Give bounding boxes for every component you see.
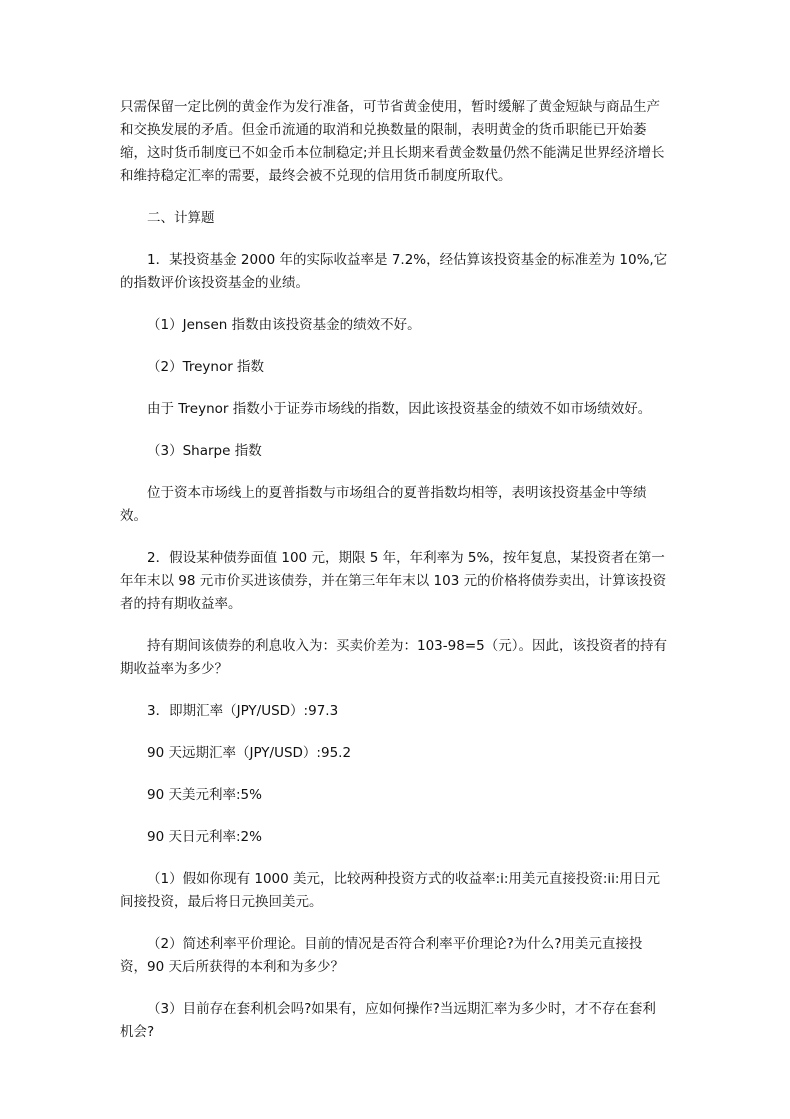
question-3-forward-rate: 90 天远期汇率（JPY/USD）:95.2 xyxy=(147,745,352,761)
document-body xyxy=(120,96,668,1044)
section-title: 二、计算题 xyxy=(147,210,215,226)
question-3-sub-1: （1）假如你现有 1000 美元，比较两种投资方式的收益率:i:用美元直接投资:ii:用日元间接投资，最后将日元换回美元。 xyxy=(120,871,660,910)
question-2: 2．假设某种债券面值 100 元，期限 5 年，年利率为 5%，按年复息，某投资者在第一年年末以 98 元市价买进该债券，并在第三年年末以 103 元的价格将债券卖出，计算该投资者的持有期收益率。 xyxy=(120,550,667,612)
question-1-item-treynor: （2）Treynor 指数 xyxy=(147,359,265,375)
question-3-spot-rate: 3．即期汇率（JPY/USD）:97.3 xyxy=(147,703,339,719)
question-1-treynor-explanation: 由于 Treynor 指数小于证券市场线的指数，因此该投资基金的绩效不如市场绩效好。 xyxy=(147,401,652,417)
question-1: 1．某投资基金 2000 年的实际收益率是 7.2%，经估算该投资基金的标准差为 10%,它的指数评价该投资基金的业绩。 xyxy=(120,252,668,291)
intro-paragraph: 只需保留一定比例的黄金作为发行准备，可节省黄金使用，暂时缓解了黄金短缺与商品生产和交换发展的矛盾。但金币流通的取消和兑换数量的限制，表明黄金的货币职能已开始萎缩，这时货币制度已不如金币本位制稳定;并且长期来看黄金数量仍然不能满足世界经济增长和维持稳定汇率的需要，最终会被不兑现的信用货币制度所取代。 xyxy=(120,99,665,184)
question-1-item-jensen: （1）Jensen 指数由该投资基金的绩效不好。 xyxy=(147,317,421,333)
question-1-sharpe-explanation: 位于资本市场线上的夏普指数与市场组合的夏普指数均相等，表明该投资基金中等绩效。 xyxy=(120,485,647,524)
question-2-answer: 持有期间该债券的利息收入为：买卖价差为：103-98=5（元）。因此，该投资者的持有期收益率为多少？ xyxy=(120,638,667,677)
question-3-sub-2: （2）简述利率平价理论。目前的情况是否符合利率平价理论?为什么?用美元直接投资，90 天后所获得的本利和为多少？ xyxy=(120,936,643,975)
question-3-jpy-rate: 90 天日元利率:2% xyxy=(147,829,262,845)
question-3-sub-3: （3）目前存在套利机会吗?如果有，应如何操作?当远期汇率为多少时，才不存在套利机会? xyxy=(120,1001,656,1040)
question-3-usd-rate: 90 天美元利率:5% xyxy=(147,787,262,803)
question-1-item-sharpe: （3）Sharpe 指数 xyxy=(147,443,262,459)
